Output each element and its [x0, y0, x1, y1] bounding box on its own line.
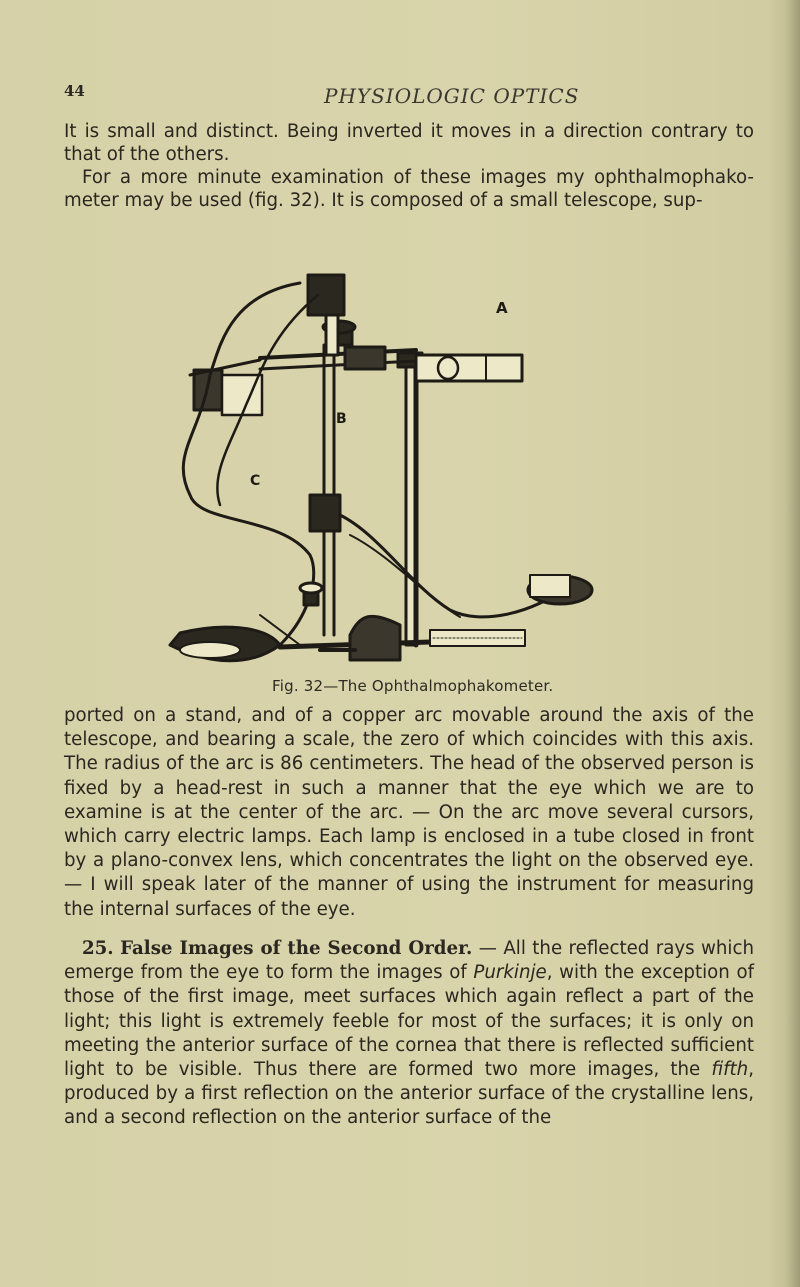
arc-cursor-middle [310, 495, 340, 531]
paragraph-2-text: For a more minute examination of these images my ophthalmophako-meter may be used (fig. 32). It is composed of a small telescope, sup- [64, 167, 754, 211]
section-25-text-part-b: , with the exception of those of the first image, meet surfaces which again reflect a part of the light; this light is extremely feeble for most of the surfaces; it is only on meeting the anterior surface of the cornea that there is reflected sufficient light to be visible. Thus there are formed two more images, the [64, 962, 754, 1081]
figure-ophthalmophakometer [150, 255, 650, 695]
section-25 [64, 937, 754, 1131]
label-a: A [496, 299, 508, 317]
figure-caption: Fig. 32—The Ophthalmophakometer. [272, 677, 554, 695]
running-head: PHYSIOLOGIC OPTICS [324, 84, 580, 108]
section-25-text-part-c: , produced by a first reflection on the anterior surface of the crystalline lens, and a second reflection on the anterior surface of the [64, 1059, 754, 1129]
section-25-text-part-a: — All the reflected rays which emerge from the eye to form the images of [64, 938, 754, 984]
arc-right [340, 515, 570, 617]
arc-c [183, 283, 313, 645]
paragraph-3-text: ported on a stand, and of a copper arc movable around the axis of the telescope, and bearing a scale, the zero of which coincides with this axis. The radius of the arc is 86 centimeters. The head of the observed person is fixed by a head-rest in such a manner that the eye which we are to examine is at the center of the arc. — On the arc move several cursors, which carry electric lamps. Each lamp is enclosed in a tube closed in front by a plano-convex lens, which concentrates the light on the observed eye. — I will speak later of the manner of using the instrument for measuring the internal surfaces of the eye. [64, 705, 754, 920]
page-header [64, 82, 744, 112]
paragraph-1 [64, 120, 754, 166]
clamp-block [345, 347, 385, 369]
label-b: B [336, 411, 347, 427]
ophthalmophakometer-illustration [150, 255, 650, 675]
paragraph-3 [64, 704, 754, 922]
label-c: C [250, 473, 261, 489]
telescope-tube [416, 355, 522, 381]
purkinje-name: Purkinje [473, 962, 547, 984]
arc-cursor-top [308, 275, 344, 315]
page-edge-shadow [786, 0, 800, 1287]
page-number: 44 [64, 82, 85, 100]
section-number: 25. [82, 938, 114, 959]
fifth-word: fifth [711, 1059, 749, 1081]
section-25-text [64, 937, 754, 1131]
paragraph-1-text: It is small and distinct. Being inverted it moves in a direction contrary to that of the others. [64, 121, 754, 165]
column-foot [350, 616, 400, 660]
section-title: False Images of the Second Order. [120, 938, 473, 959]
paragraph-2 [64, 166, 754, 212]
